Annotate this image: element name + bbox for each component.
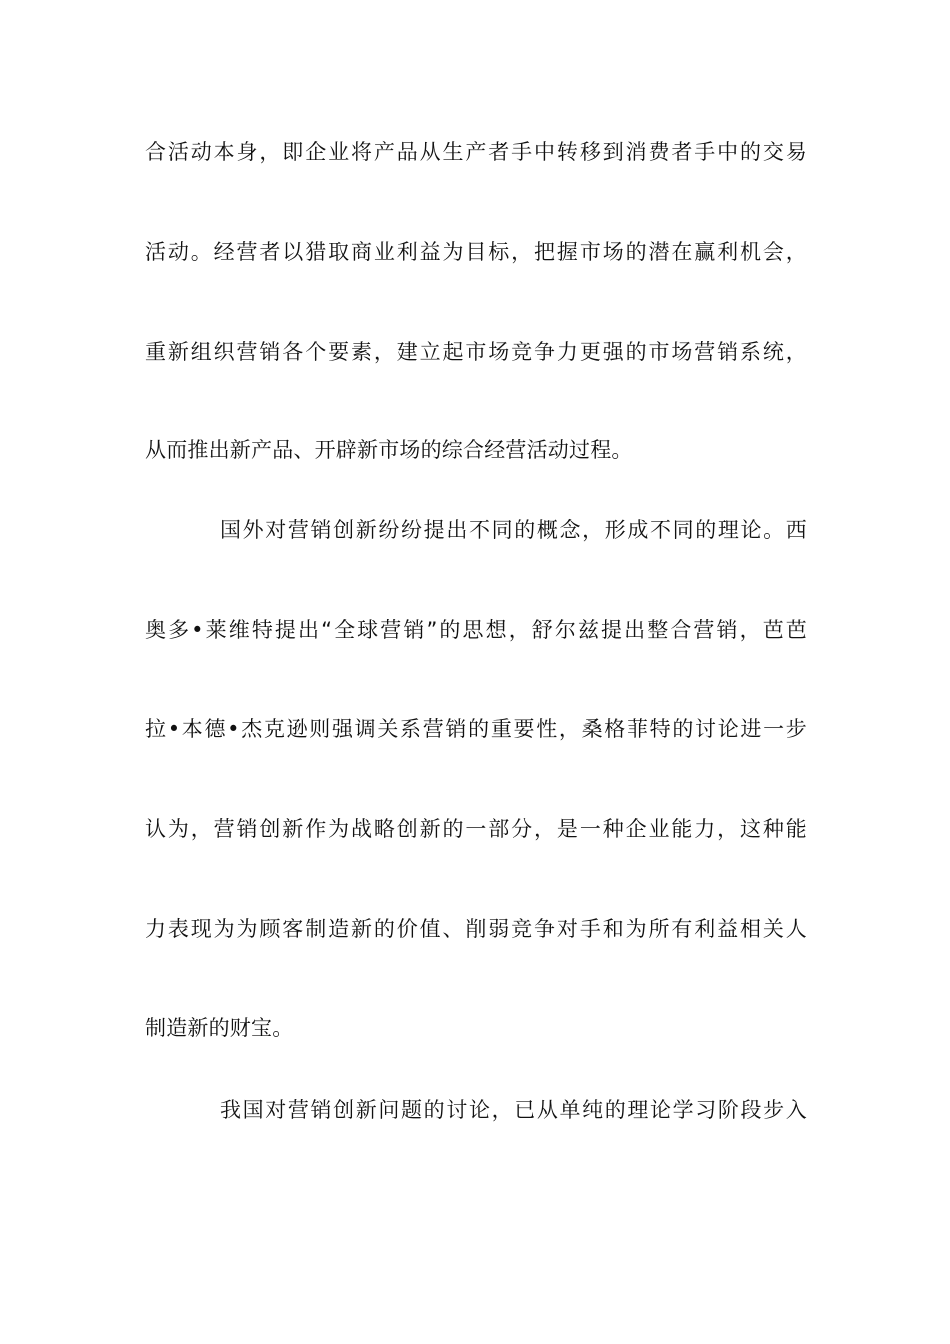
- paragraph-1-line-1: 合活动本身，即企业将产品从生产者手中转移到消费者手中的交易: [145, 140, 807, 164]
- paragraph-3-line-1: 我国对营销创新问题的讨论，已从单纯的理论学习阶段步入: [220, 1098, 807, 1122]
- paragraph-2-line-2: 奥多•莱维特提出“全球营销”的思想，舒尔兹提出整合营销，芭芭: [145, 618, 807, 642]
- paragraph-2-line-6: 制造新的财宝。: [145, 1016, 294, 1040]
- paragraph-2-line-1: 国外对营销创新纷纷提出不同的概念，形成不同的理论。西: [220, 518, 807, 542]
- paragraph-1-line-4: 从而推出新产品、开辟新市场的综合经营活动过程。: [145, 438, 633, 462]
- paragraph-1-line-2: 活动。经营者以猎取商业利益为目标，把握市场的潜在赢利机会，: [145, 240, 807, 264]
- paragraph-2-line-3: 拉•本德•杰克逊则强调关系营销的重要性，桑格菲特的讨论进一步: [145, 717, 807, 741]
- paragraph-1-line-3: 重新组织营销各个要素，建立起市场竞争力更强的市场营销系统，: [145, 340, 807, 364]
- paragraph-2-line-4: 认为，营销创新作为战略创新的一部分，是一种企业能力，这种能: [145, 817, 807, 841]
- paragraph-2-line-5: 力表现为为顾客制造新的价值、削弱竞争对手和为所有利益相关人: [145, 917, 807, 941]
